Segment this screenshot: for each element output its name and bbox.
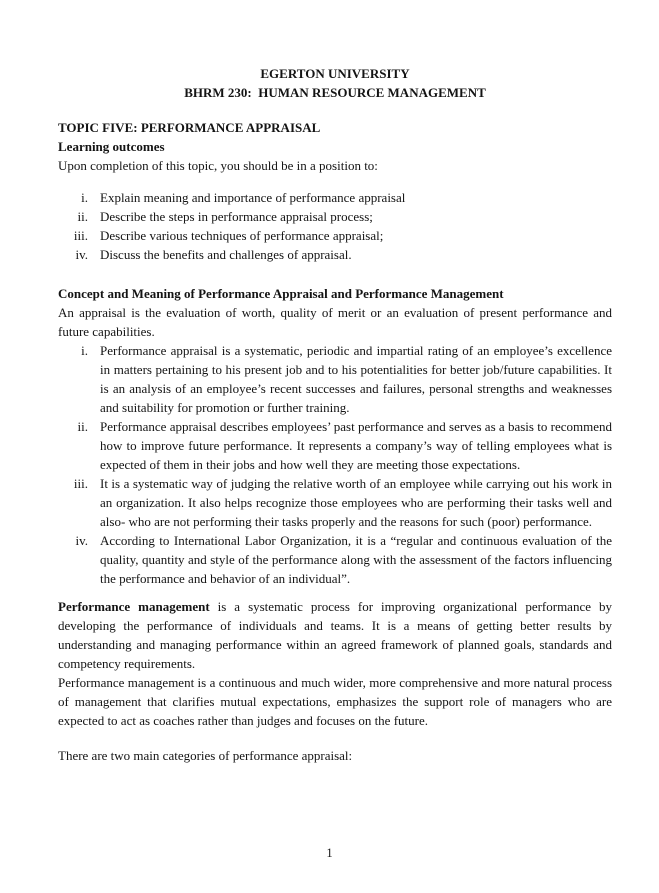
- list-item-text: Performance appraisal is a systematic, periodic and impartial rating of an employee’s excellence in matters pertaining to his present job and to his potentialities for better job/future capabilities. It is an analysis of an employee’s recent successes and failures, personal strengths and weaknesses and suitability for promotion or further training.: [100, 343, 612, 415]
- list-item-text: According to International Labor Organization, it is a “regular and continuous evaluation of the quality, quantity and style of the performance along with the assessment of the factors influencing the performance and behavior of an individual”.: [100, 533, 612, 586]
- course-title: BHRM 230: HUMAN RESOURCE MANAGEMENT: [184, 85, 486, 100]
- list-item: [58, 474, 612, 531]
- performance-management-paragraph-1: [58, 597, 612, 673]
- list-item: [58, 207, 612, 226]
- list-item-text: Discuss the benefits and challenges of appraisal.: [100, 247, 352, 262]
- university-title: EGERTON UNIVERSITY: [260, 66, 410, 81]
- performance-management-paragraph-2: Performance management is a continuous and much wider, more comprehensive and more natural process of management that clarifies mutual expectations, emphasizes the support role of managers who are expected to act as coaches rather than judges and focuses on the future.: [58, 675, 612, 728]
- performance-management-section: [58, 597, 612, 730]
- learning-outcomes-list: [58, 188, 612, 264]
- definitions-list: [58, 341, 612, 588]
- performance-management-lead-rest: is a systematic process for improving organizational performance by developing the performance of individuals and teams. It is a means of getting better results by understanding and managing performance within an agreed framework of planned goals, standards and competency requirements.: [58, 599, 612, 671]
- list-item-text: It is a systematic way of judging the relative worth of an employee while carrying out his work in an organization. It also helps recognize those employees who are performing their tasks well and also- who are not performing their tasks properly and the reasons for such (poor) performance.: [100, 476, 612, 529]
- list-item: [58, 341, 612, 417]
- list-marker: ii.: [77, 209, 88, 224]
- performance-management-lead: Performance management: [58, 599, 210, 614]
- topic-title: TOPIC FIVE: PERFORMANCE APPRAISAL: [58, 120, 321, 135]
- list-marker: ii.: [77, 419, 88, 434]
- list-item: [58, 417, 612, 474]
- list-item: [58, 531, 612, 588]
- list-item-text: Performance appraisal describes employees’ past performance and serves as a basis to recommend how to improve future performance. It represents a company’s way of telling employees what is expected of them in their jobs and how well they are meeting those expectations.: [100, 419, 612, 472]
- list-item-text: Explain meaning and importance of performance appraisal: [100, 190, 406, 205]
- list-item-text: Describe various techniques of performance appraisal;: [100, 228, 384, 243]
- concept-intro-paragraph: An appraisal is the evaluation of worth, quality of merit or an evaluation of present performance and future capabilities.: [58, 305, 612, 339]
- list-item-text: Describe the steps in performance appraisal process;: [100, 209, 373, 224]
- list-item: [58, 245, 612, 264]
- list-item: [58, 188, 612, 207]
- page-number: 1: [326, 846, 333, 860]
- list-marker: i.: [81, 190, 88, 205]
- concept-section-heading: Concept and Meaning of Performance Appraisal and Performance Management: [58, 286, 504, 301]
- list-marker: iii.: [73, 228, 88, 243]
- learning-outcomes-intro: Upon completion of this topic, you should be in a position to:: [58, 158, 378, 173]
- list-marker: iv.: [75, 533, 88, 548]
- list-marker: i.: [81, 343, 88, 358]
- learning-outcomes-heading: Learning outcomes: [58, 139, 165, 154]
- list-marker: iii.: [73, 476, 88, 491]
- categories-intro-line: There are two main categories of performance appraisal:: [58, 748, 353, 763]
- list-marker: iv.: [75, 247, 88, 262]
- list-item: [58, 226, 612, 245]
